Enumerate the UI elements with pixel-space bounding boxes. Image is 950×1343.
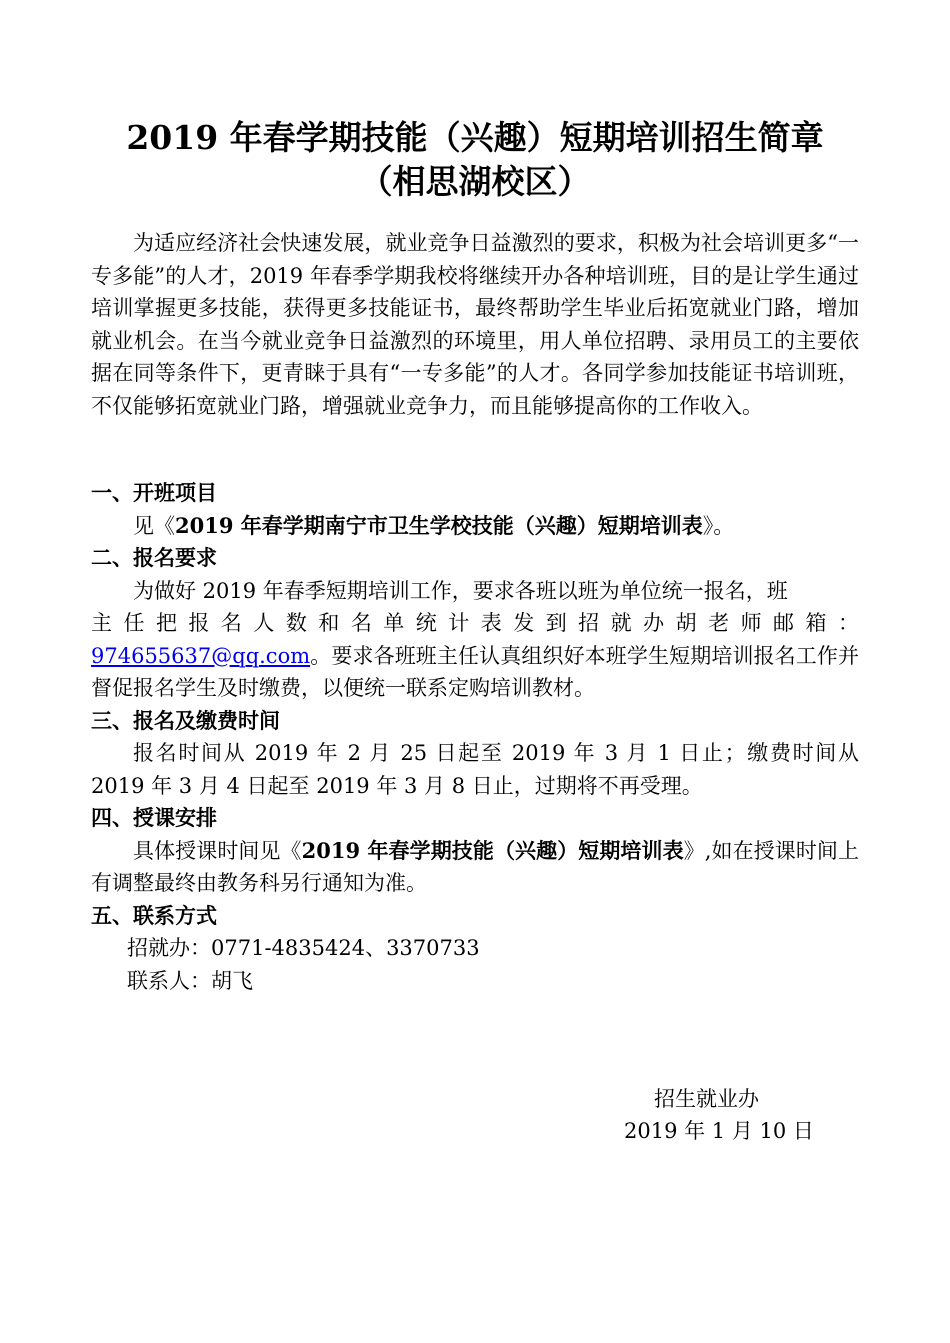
document-subtitle: （相思湖校区）: [359, 162, 591, 201]
section-heading-projects: 一、开班项目: [91, 480, 217, 505]
intro-paragraph: 为适应经济社会快速发展，就业竞争日益激烈的要求，积极为社会培训更多“一专多能”的人才，2019 年春季学期我校将继续开办各种培训班，目的是让学生通过培训掌握更多技能，获得更多技能证书，最终帮助学生毕业后拓宽就业门路，增加就业机会。在当今就业竞争日益激烈的环境里，用人单位招聘、录用员工的主要依据在同等条件下，更青睐于具有“一专多能”的人才。各同学参加技能证书培训班，不仅能够拓宽就业门路，增强就业竞争力，而且能够提高你的工作收入。: [91, 231, 859, 418]
signature-date: 2019 年 1 月 10 日: [624, 1119, 814, 1143]
intro-section: [91, 227, 859, 422]
contact-person: 联系人：胡飞: [127, 968, 253, 993]
section-heading-contact: 五、联系方式: [91, 902, 217, 928]
projects-suffix: 》。: [702, 513, 735, 538]
section-time-text: 报名时间从 2019 年 2 月 25 日起至 2019 年 3 月 1 日止；缴费时间从 2019 年 3 月 4 日起至 2019 年 3 月 8 日止，过期将不再受理。: [91, 741, 859, 798]
section-heading-requirements: 二、报名要求: [91, 545, 217, 570]
signature-office: 招生就业办: [654, 1087, 759, 1111]
section-heading-schedule: 四、授课安排: [91, 805, 217, 830]
section-schedule-text: [91, 835, 859, 900]
section-heading-time: 三、报名及缴费时间: [91, 707, 280, 733]
sections-container: [91, 477, 859, 997]
requirements-rest: [91, 640, 859, 705]
section-projects-text: [91, 510, 859, 543]
projects-table-title: 2019 年春学期南宁市卫生学校技能（兴趣）短期培训表: [175, 512, 703, 538]
email-link[interactable]: 974655637@qq.com: [91, 643, 311, 668]
requirements-rest-text: 。要求各班班主任认真组织好本班学生短期培训报名工作并督促报名学生及时缴费，以便统一联系定购培训教材。: [91, 643, 859, 700]
schedule-suffix: 》,如在授课时间上有调整最终由教务科另行通知为准。: [91, 838, 859, 895]
document-title: 2019 年春学期技能（兴趣）短期培训招生简章: [126, 118, 824, 157]
requirements-line-2: 主任把报名人数和名单统计表发到招就办胡老师邮箱：: [91, 611, 859, 635]
projects-prefix: 见《: [133, 513, 175, 538]
schedule-table-title: 2019 年春学期技能（兴趣）短期培训表: [301, 837, 684, 863]
requirements-line-1: 为做好 2019 年春季短期培训工作，要求各班以班为单位统一报名，班: [133, 578, 788, 603]
contact-phone: 招就办：0771-4835424、3370733: [127, 936, 480, 960]
schedule-prefix: 具体授课时间见《: [133, 838, 302, 863]
